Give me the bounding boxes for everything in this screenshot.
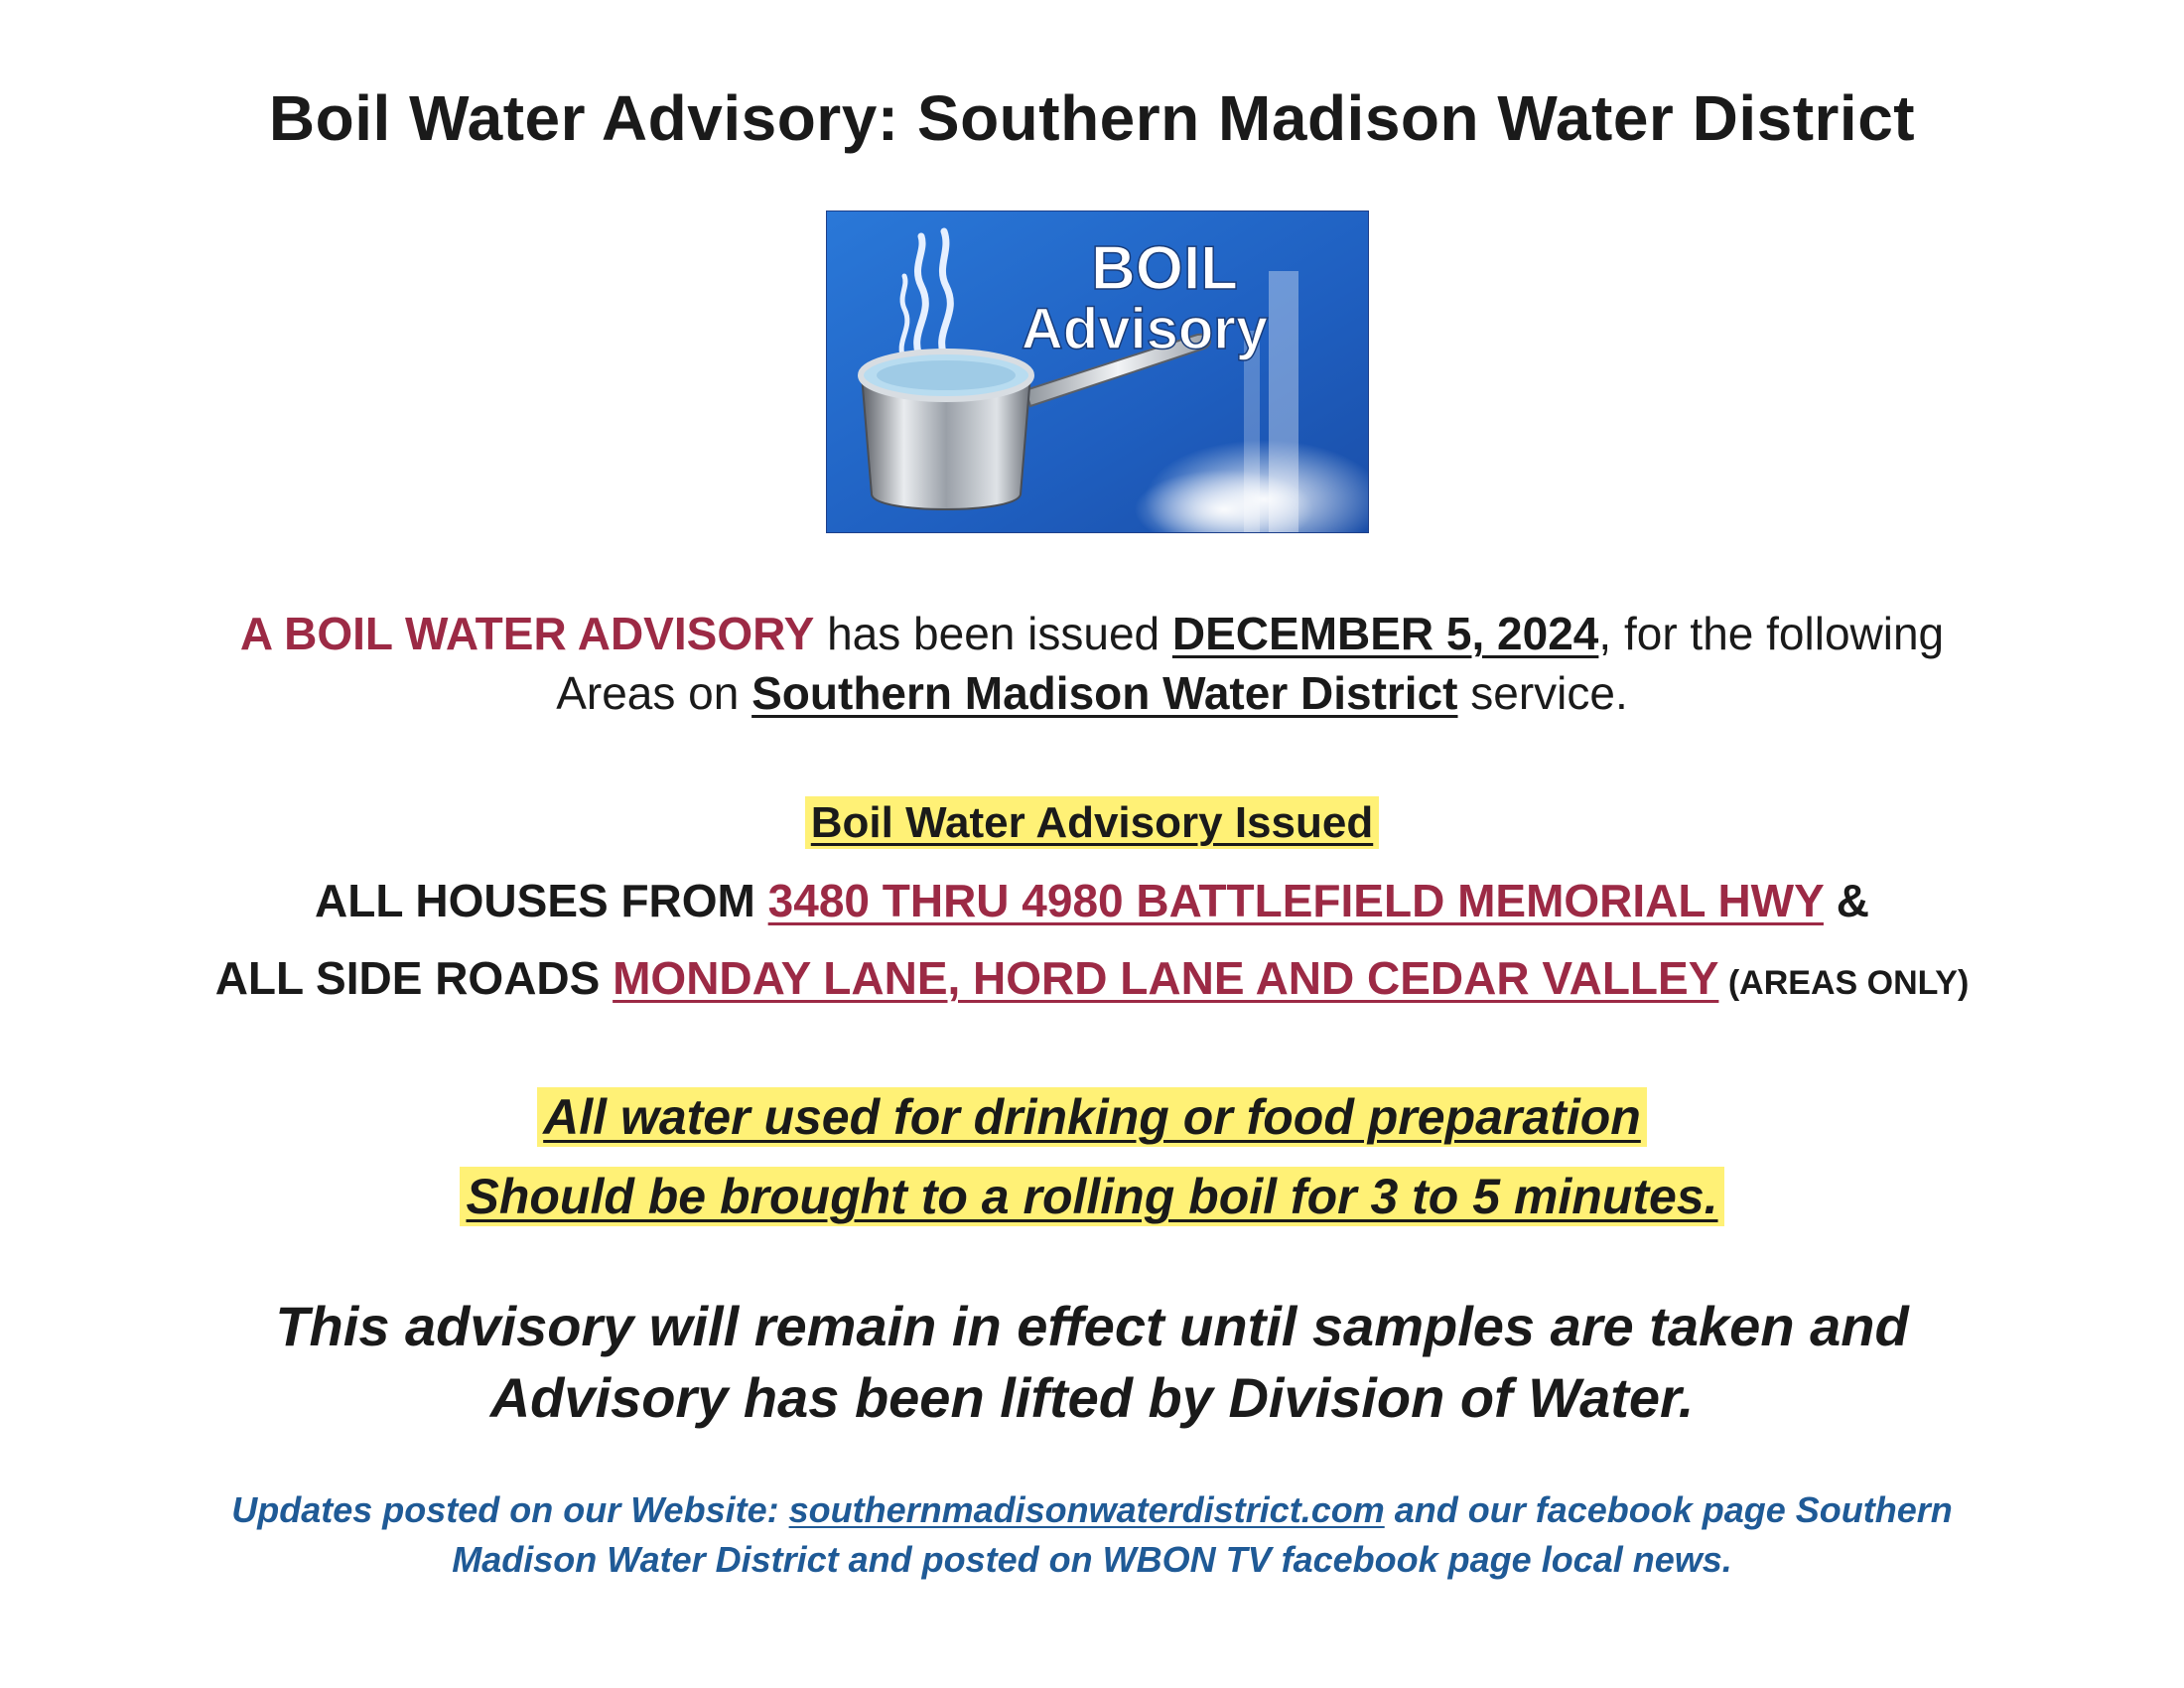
instruction-line-1: [0, 1088, 2184, 1146]
roads-prefix: ALL SIDE ROADS: [214, 952, 614, 1004]
website-link[interactable]: southernmadisonwaterdistrict.com: [788, 1489, 1385, 1530]
effect-notice: [0, 1291, 2184, 1434]
advisory-issued-heading: [0, 798, 2184, 848]
updates-notice: [0, 1485, 2184, 1585]
intro-text-1: has been issued: [814, 608, 1172, 659]
page-title: Boil Water Advisory: Southern Madison Water District: [268, 82, 1916, 154]
roads-list: MONDAY LANE, HORD LANE AND CEDAR VALLEY: [613, 952, 1719, 1004]
updates-line-2: Madison Water District and posted on WBON TV facebook page local news.: [452, 1539, 1732, 1580]
updates-text-1: Updates posted on our Website:: [231, 1489, 789, 1530]
updates-text-2: and our facebook page Southern: [1384, 1489, 1953, 1530]
logo-title-line2: Advisory: [1021, 297, 1269, 361]
houses-prefix: ALL HOUSES FROM: [315, 875, 768, 926]
logo-title-line1: BOIL: [1090, 234, 1239, 303]
boiling-pot-icon: [827, 211, 1368, 532]
advisory-lead: A BOIL WATER ADVISORY: [239, 608, 815, 659]
intro-text-3: Areas on: [556, 667, 752, 719]
issue-date: DECEMBER 5, 2024: [1171, 608, 1599, 659]
instruction-line-2: [0, 1168, 2184, 1225]
houses-range: 3480 THRU 4980 BATTLEFIELD MEMORIAL HWY: [767, 875, 1824, 926]
affected-roads-line: [0, 951, 2184, 1005]
intro-text-2: , for the following: [1598, 608, 1945, 659]
affected-houses-line: [0, 874, 2184, 927]
effect-line-1: This advisory will remain in effect until samples are taken and: [275, 1295, 1909, 1357]
intro-paragraph: [0, 604, 2184, 723]
boil-advisory-logo: [826, 211, 1369, 533]
intro-text-4: service.: [1457, 667, 1628, 719]
district-name: Southern Madison Water District: [751, 667, 1458, 719]
instruction-text-2: Should be brought to a rolling boil for 3 to 5 minutes.: [460, 1167, 1723, 1226]
advisory-issued-label: Boil Water Advisory Issued: [805, 796, 1379, 849]
effect-line-2: Advisory has been lifted by Division of Water.: [489, 1366, 1695, 1429]
houses-suffix: &: [1823, 875, 1869, 926]
instruction-text-1: All water used for drinking or food preparation: [537, 1087, 1647, 1147]
roads-note: (AREAS ONLY): [1718, 964, 1970, 1002]
